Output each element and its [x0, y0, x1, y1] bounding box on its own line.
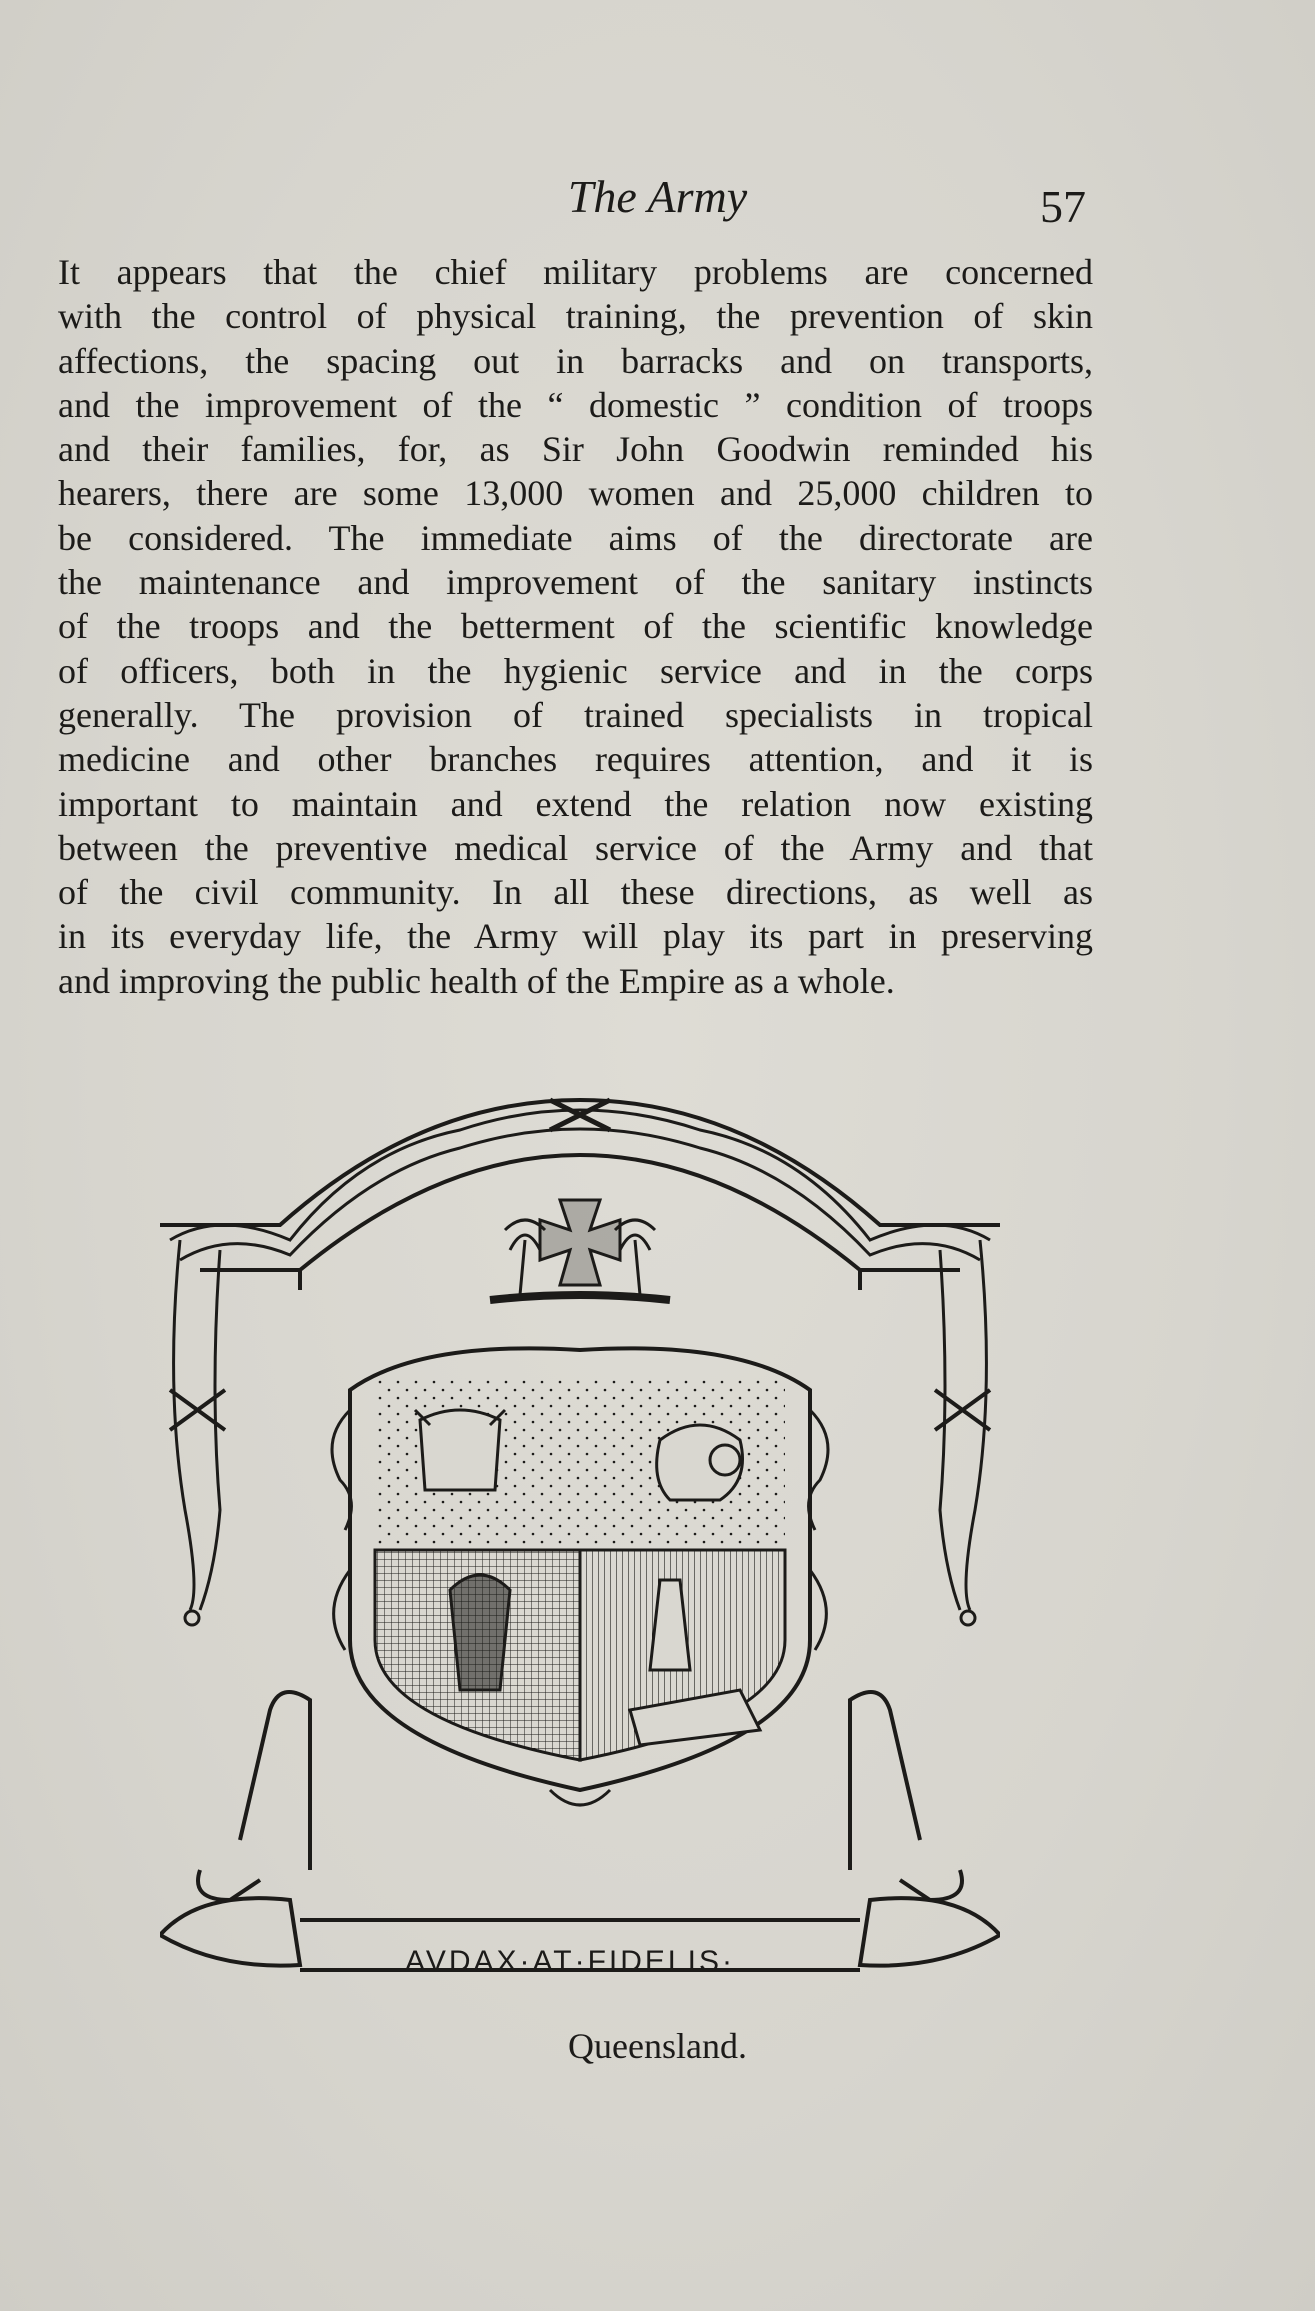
side-scroll-left: [198, 1692, 310, 1900]
shield: [332, 1348, 828, 1805]
body-line: in its everyday life, the Army will play its part in preserving: [58, 916, 1093, 957]
hanging-garland-right: [935, 1240, 990, 1625]
body-line: with the control of physical training, the prevention of skin: [58, 296, 1093, 337]
body-line: between the preventive medical service of the Army and that: [58, 827, 1093, 868]
body-line: and improving the public health of the Empire as a whole.: [58, 960, 895, 1001]
body-paragraph: [58, 250, 1093, 1003]
running-title: The Army: [567, 171, 748, 222]
body-line: important to maintain and extend the relation now existing: [58, 783, 1093, 824]
body-line: be considered. The immediate aims of the directorate are: [58, 517, 1093, 558]
body-line: generally. The provision of trained specialists in tropical: [58, 694, 1093, 735]
body-line: and their families, for, as Sir John Goodwin reminded his: [58, 429, 1093, 470]
hanging-garland-left: [170, 1240, 225, 1625]
body-line: It appears that the chief military problems are concerned: [58, 252, 1093, 292]
figure-caption: Queensland.: [568, 2026, 747, 2066]
body-line: of officers, both in the hygienic service and in the corps: [58, 650, 1093, 691]
body-line: the maintenance and improvement of the sanitary instincts: [58, 562, 1093, 603]
body-line: hearers, there are some 13,000 women and 25,000 children to: [58, 473, 1093, 514]
crest-cross-palms: [490, 1200, 670, 1300]
page-number: 57: [1040, 181, 1086, 232]
side-scroll-right: [850, 1692, 962, 1900]
motto-text: AVDAX·AT·FIDELIS·: [405, 1945, 735, 1978]
body-line: of the civil community. In all these directions, as well as: [58, 872, 1093, 913]
body-line: of the troops and the betterment of the scientific knowledge: [58, 606, 1093, 647]
body-line: affections, the spacing out in barracks and on transports,: [58, 340, 1093, 381]
queensland-coat-of-arms-illustration: [160, 1090, 1000, 2010]
body-line: and the improvement of the “ domestic ” condition of troops: [58, 384, 1093, 425]
body-line: medicine and other branches requires attention, and it is: [58, 739, 1093, 780]
